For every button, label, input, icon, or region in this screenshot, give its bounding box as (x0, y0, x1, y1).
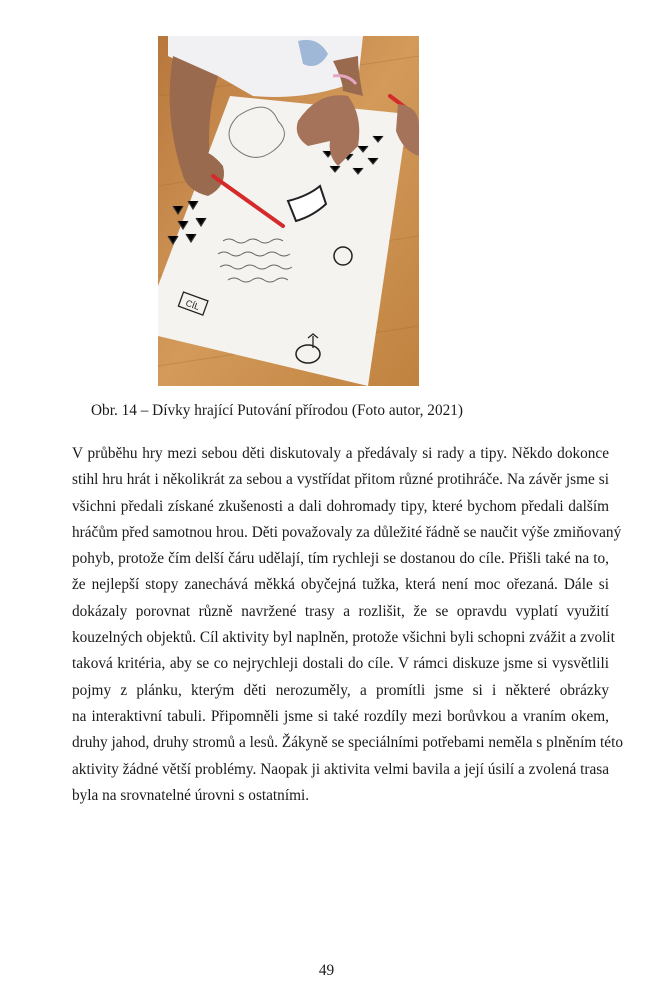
photo-illustration (158, 36, 419, 386)
paragraph-line: hráčům před samotnou hrou. Děti považovaly za důležité řádně se naučit výše zmiňovaný (72, 523, 622, 541)
paragraph-line: aktivity žádné větší problémy. Naopak ji aktivita velmi bavila a její úsilí a zvolená trasa (72, 760, 609, 778)
paragraph-line: byla na srovnatelné úrovni s ostatními. (72, 786, 310, 804)
paragraph-line: všichni předali získané zkušenosti a dali dohromady tipy, které bychom předali dalším (72, 497, 609, 515)
paragraph-line: že nejlepší stopy zanechává měkká obyčejná tužka, která není moc ořezaná. Dále si (72, 576, 609, 594)
paragraph-line: pohyb, protože čím delší čáru udělají, tím rychleji se dostanou do cíle. Přišli také na to, (72, 550, 609, 568)
paragraph-line: dokázaly porovnat různě navržené trasy a rozlišit, že se opravdu vyplatí využití (72, 602, 609, 620)
paragraph-line: taková kritéria, aby se co nejrychleji dostali do cíle. V rámci diskuze jsme si vysvětlili (72, 655, 609, 673)
page-number: 49 (318, 962, 335, 979)
paragraph-line: stihl hru hrát i několikrát za sebou a vystřídat přitom různé protihráče. Na závěr jsme si (72, 471, 609, 489)
paragraph-line: pojmy z plánku, kterým děti nerozuměly, a promítli jsme si i některé obrázky (72, 681, 609, 699)
paragraph-line: V průběhu hry mezi sebou děti diskutovaly a předávaly si rady a tipy. Někdo dokonce (72, 445, 609, 462)
paragraph-line: kouzelných objektů. Cíl aktivity byl naplněn, protože všichni byli schopni zvážit a zvolit (72, 629, 615, 647)
paragraph-line: na interaktivní tabuli. Připomněli jsme si také rozdíly mezi borůvkou a vraním okem, (72, 707, 609, 725)
paragraph-line: druhy jahod, druhy stromů a lesů. Žákyně se speciálními potřebami neměla s plněním této (72, 734, 623, 752)
body-paragraph (72, 441, 623, 809)
goal-label: CÍL (184, 297, 201, 313)
figure-caption: Obr. 14 – Dívky hrající Putování přírodou (Foto autor, 2021) (91, 402, 463, 419)
figure-photo (158, 36, 419, 386)
